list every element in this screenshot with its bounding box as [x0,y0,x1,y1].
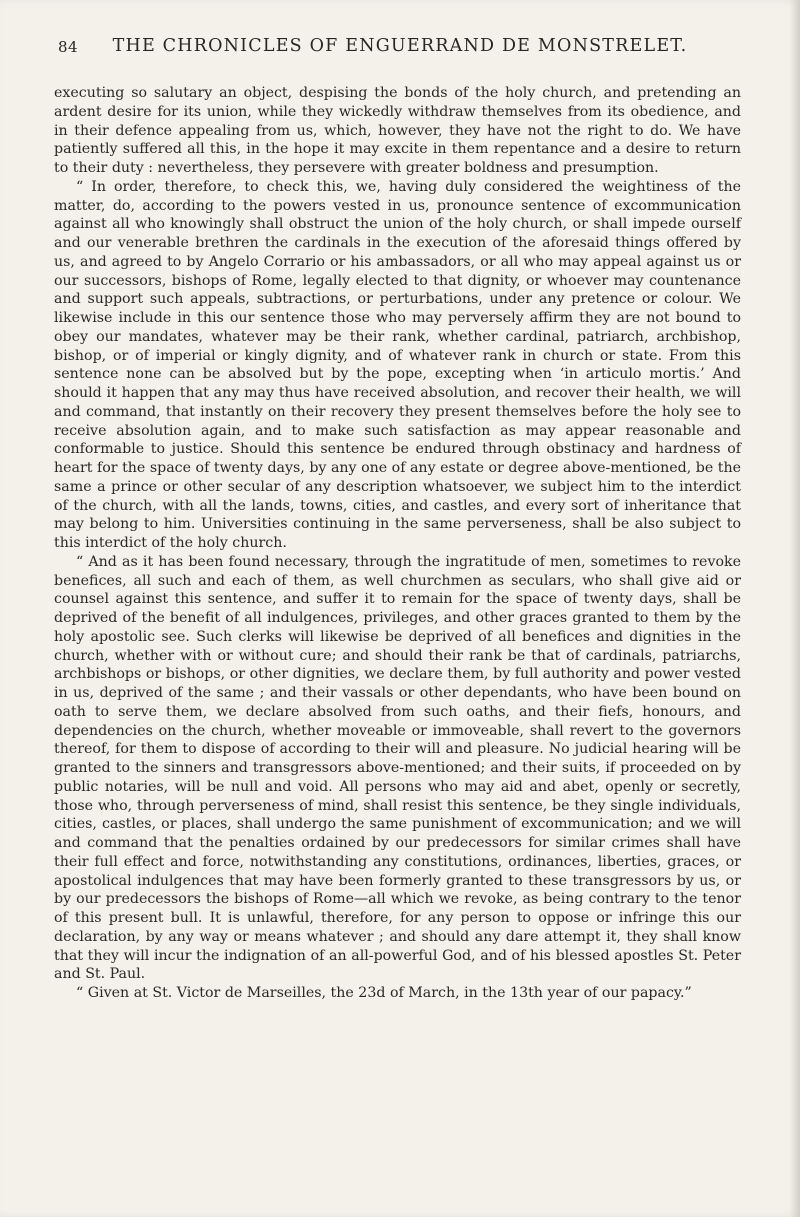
page-number: 84 [58,38,79,56]
paragraph-excommunication: “ In order, therefore, to check this, we, having duly considered the weightiness of the matter, do, according to the powers vested in us, pronounce sentence of excommunication against all who knowingly shall obstruct the union of the holy church, or shall impede ourself and our venerable brethren the cardinals in the execution of the aforesaid things offered by us, and agreed to by Angelo Corrario or his ambassadors, or all who may appeal against us or our successors, bishops of Rome, legally elected to that dignity, or whoever may countenance and support such appeals, subtractions, or perturbations, under any pretence or colour. We likewise include in this our sentence those who may perversely affirm they are not bound to obey our mandates, whatever may be their rank, whether cardinal, patriarch, archbishop, bishop, or of imperial or kingly dignity, and of whatever rank in church or state. From this sentence none can be absolved but by the pope, excepting when ‘in articulo mortis.’ And should it happen that any may thus have received absolution, and recover their health, we will and command, that instantly on their recovery they present themselves before the holy see to receive absolution again, and to make such satisfaction as may appear reasonable and conformable to justice. Should this sentence be endured through obstinacy and hardness of heart for the space of twenty days, by any one of any estate or degree above-mentioned, be the same a prince or other secular of any description whatsoever, we subject him to the interdict of the church, with all the lands, towns, cities, and castles, and every sort of inheritance that may belong to him. Universities continuing in the same perverseness, shall be also subject to this interdict of the holy church. [54,178,741,551]
paragraph-continuation: executing so salutary an object, despising the bonds of the holy church, and pretending an ardent desire for its union, while they wickedly withdraw themselves from its obedience, and in their defence appealing from us, which, however, they have not the right to do. We have patiently suffered all this, in the hope it may excite in them repentance and a desire to return to their duty : nevertheless, they persevere with greater boldness and presumption. [54,85,741,176]
paragraph-given-at: “ Given at St. Victor de Marseilles, the 23d of March, in the 13th year of our papacy.” [76,985,692,1001]
body-text [54,84,741,1003]
running-title: THE CHRONICLES OF ENGUERRAND DE MONSTRELET. [112,36,688,56]
paragraph-revocation: “ And as it has been found necessary, through the ingratitude of men, sometimes to revoke benefices, all such and each of them, as well churchmen as seculars, who shall give aid or counsel against this sentence, and suffer it to remain for the space of twenty days, shall be deprived of the benefit of all indulgences, privileges, and other graces granted to them by the holy apostolic see. Such clerks will likewise be deprived of all benefices and dignities in the church, whether with or without cure; and should their rank be that of cardinals, patriarchs, archbishops or bishops, or other dignities, we declare them, by full authority and power vested in us, deprived of the same ; and their vassals or other dependants, who have been bound on oath to serve them, we declare absolved from such oaths, and their fiefs, honours, and dependencies on the church, whether moveable or immoveable, shall revert to the governors thereof, for them to dispose of according to their will and pleasure. No judicial hearing will be granted to the sinners and transgressors above-mentioned; and their suits, if proceeded on by public notaries, will be null and void. All persons who may aid and abet, openly or secretly, those who, through perverseness of mind, shall resist this sentence, be they single individuals, cities, castles, or places, shall undergo the same punishment of excommunication; and we will and command that the penalties ordained by our predecessors for similar crimes shall have their full effect and force, notwithstanding any constitutions, ordinances, liberties, graces, or apostolical indulgences that may have been formerly granted to these transgressors by us, or by our predecessors the bishops of Rome—all which we revoke, as being contrary to the tenor of this present bull. It is unlawful, therefore, for any person to oppose or infringe this our declaration, by any way or means whatever ; and should any dare attempt it, they shall know that they will incur the indignation of an all-powerful God, and of his blessed apostles St. Peter and St. Paul. [54,553,741,983]
page-edge-shadow [790,0,800,1217]
page-header [0,36,800,66]
